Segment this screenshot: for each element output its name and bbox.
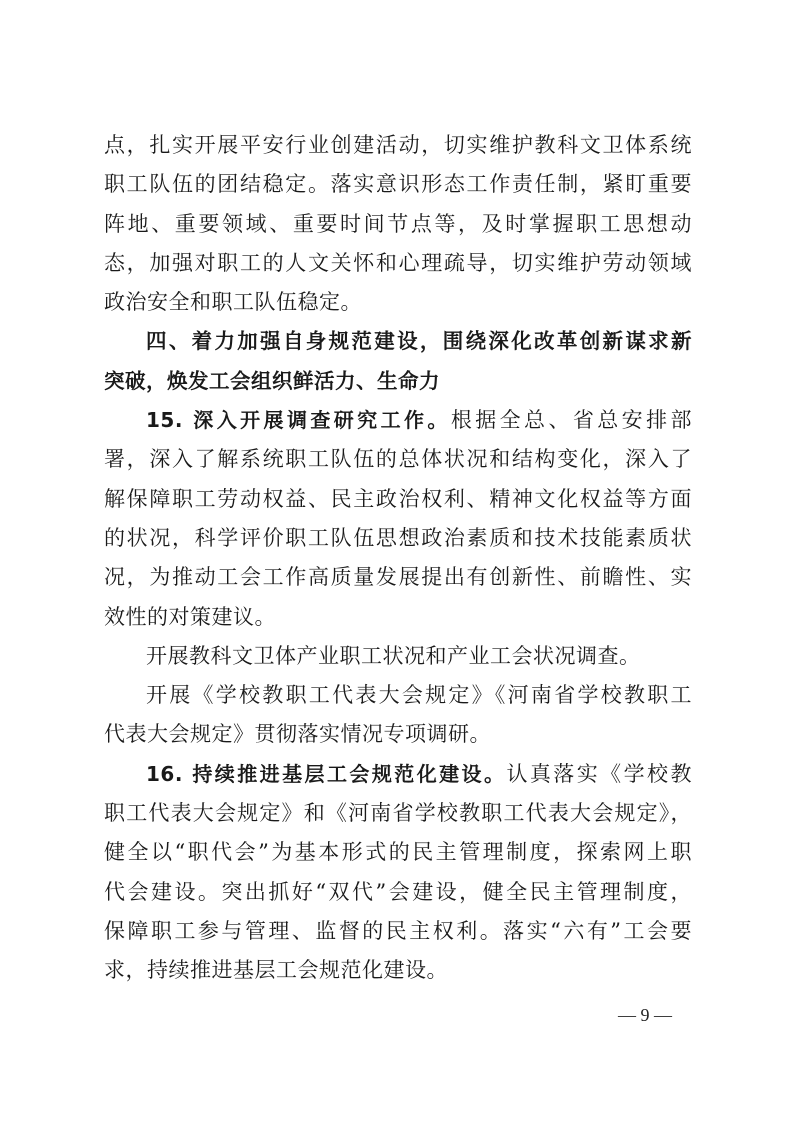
text-line: 开展教科文卫体产业职工状况和产业工会状况调查。 (146, 643, 641, 668)
heading-line: 四、着力加强自身规范建设，围绕深化改革创新谋求新 (146, 329, 692, 354)
item-text: 根据全总、省总安排部 (450, 408, 692, 433)
text-line: 开展《学校教职工代表大会规定》《河南省学校教职工 (146, 683, 692, 708)
text-line: 解保障职工劳动权益、民主政治权利、精神文化权益等方面 (104, 486, 692, 511)
text-line: 职工队伍的团结稳定。落实意识形态工作责任制，紧盯重要 (104, 172, 692, 197)
text-line: 代会建设。突出抓好“双代”会建设，健全民主管理制度， (104, 879, 692, 904)
item-title: 15. 深入开展调查研究工作。 (146, 408, 451, 433)
text-line: 态，加强对职工的人文关怀和心理疏导，切实维护劳动领域 (104, 250, 692, 275)
document-body (104, 126, 692, 991)
text-line: 效性的对策建议。 (104, 604, 276, 629)
item-first-line (104, 401, 692, 440)
paragraph-research (104, 676, 692, 755)
text-line: 政治安全和职工队伍稳定。 (104, 290, 362, 315)
item-title: 16. 持续推进基层工会规范化建设。 (146, 761, 507, 786)
text-line: 求，持续推进基层工会规范化建设。 (104, 958, 448, 983)
item-16 (104, 755, 692, 991)
paragraph-survey (104, 637, 692, 676)
text-line: 健全以“职代会”为基本形式的民主管理制度，探索网上职 (104, 840, 692, 865)
text-line: 点，扎实开展平安行业创建活动，切实维护教科文卫体系统 (104, 133, 692, 157)
page-number: — 9 — (618, 1004, 672, 1025)
section-heading (104, 322, 692, 401)
text-line: 代表大会规定》贯彻落实情况专项调研。 (104, 722, 491, 747)
paragraph-continued (104, 126, 692, 322)
text-line: 保障职工参与管理、监督的民主权利。落实“六有”工会要 (104, 918, 692, 943)
heading-line: 突破，焕发工会组织鲜活力、生命力 (104, 368, 440, 393)
item-first-line (104, 755, 692, 794)
text-line: 职工代表大会规定》和《河南省学校教职工代表大会规定》， (104, 801, 692, 826)
item-text: 认真落实《学校教 (506, 761, 692, 786)
text-line: 的状况，科学评价职工队伍思想政治素质和技术技能素质状 (104, 525, 692, 550)
text-line: 阵地、重要领域、重要时间节点等，及时掌握职工思想动 (104, 211, 692, 236)
text-line: 署，深入了解系统职工队伍的总体状况和结构变化，深入了 (104, 447, 692, 472)
item-15 (104, 401, 692, 637)
text-line: 况，为推动工会工作高质量发展提出有创新性、前瞻性、实 (104, 565, 692, 590)
